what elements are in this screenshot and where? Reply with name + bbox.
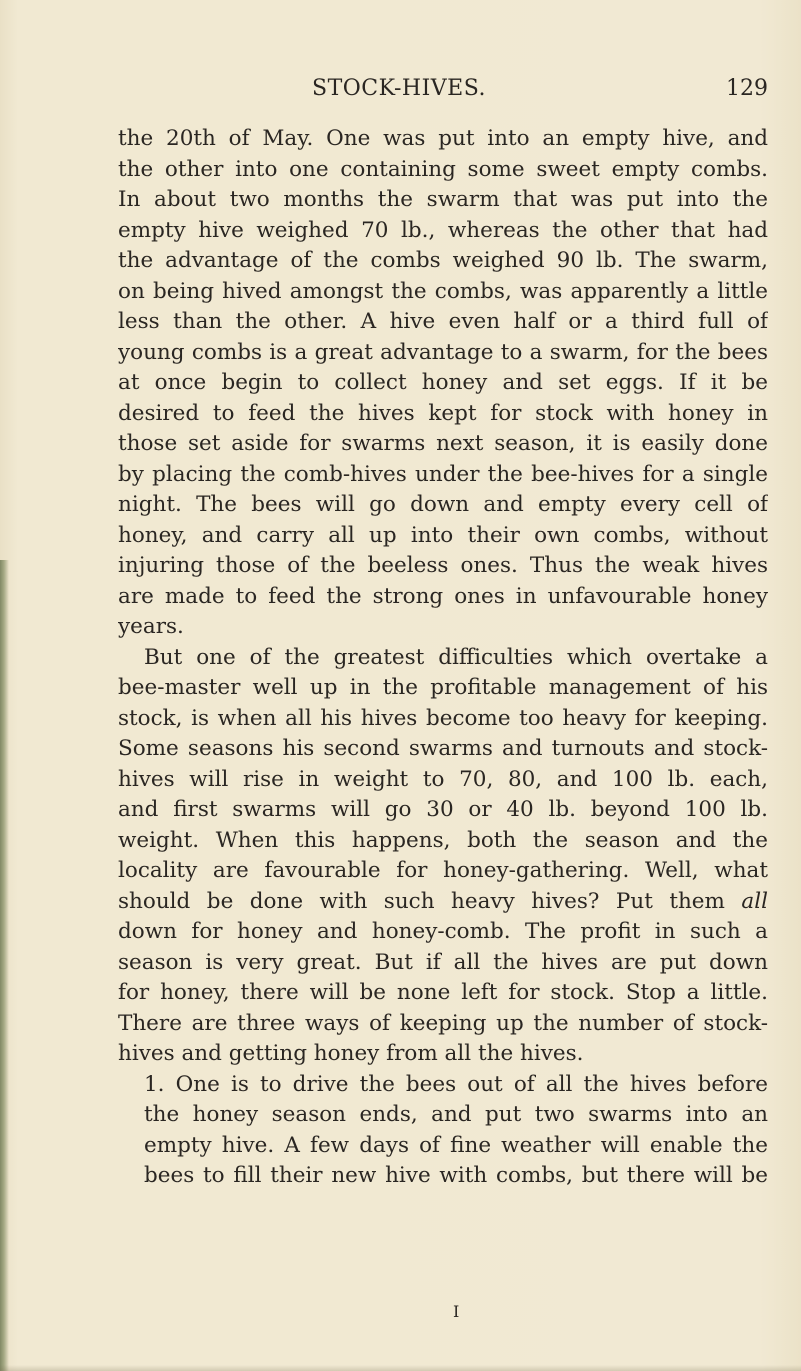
text-line: the advantage of the combs weighed 90 lb. The swarm, (118, 248, 768, 273)
text-line: empty hive. A few days of fine weather will enable the (144, 1132, 768, 1158)
text-line: for honey, there will be none left for stock. Stop a little. (118, 980, 768, 1005)
text-line: and first swarms will go 30 or 40 lb. beyond 100 lb. (118, 797, 768, 822)
text-line: season is very great. But if all the hives are put down (118, 949, 768, 975)
text-line: stock, is when all his hives become too heavy for keeping. (118, 705, 768, 731)
text-line: by placing the comb-hives under the bee-hives for a single (118, 461, 768, 487)
text-segment: should be done with such heavy hives? Put them (118, 888, 725, 914)
text-line: hives and getting honey from all the hives. (118, 1041, 584, 1066)
text-line: hives will rise in weight to 70, 80, and 100 lb. each, (118, 766, 768, 792)
text-line: the honey season ends, and put two swarms into an (144, 1102, 768, 1127)
text-line: injuring those of the beeless ones. Thus the weak hives (118, 553, 768, 578)
signature-mark: I (453, 1302, 460, 1321)
text-line: Some seasons his second swarms and turnouts and stock- (118, 736, 768, 761)
binding-shadow (0, 560, 9, 1371)
running-title: STOCK-HIVES. (312, 76, 486, 101)
text-line: the other into one containing some sweet empty combs. (118, 156, 768, 182)
text-line: honey, and carry all up into their own combs, without (118, 522, 768, 548)
text-line: bee-master well up in the profitable management of his (118, 675, 768, 700)
text-line: years. (118, 614, 184, 639)
text-line: night. The bees will go down and empty every cell of (118, 492, 768, 517)
text-line: the 20th of May. One was put into an empty hive, and (118, 126, 768, 151)
text-line: at once begin to collect honey and set eggs. If it be (118, 370, 768, 395)
text-line: less than the other. A hive even half or a third full of (118, 309, 768, 334)
page-header (118, 76, 768, 106)
text-line: empty hive weighed 70 lb., whereas the other that had (118, 217, 768, 243)
text-line: There are three ways of keeping up the number of stock- (118, 1010, 768, 1036)
text-line: down for honey and honey-comb. The profit in such a (118, 919, 768, 944)
text-line: In about two months the swarm that was put into the (118, 187, 768, 212)
body-text (118, 124, 768, 1192)
text-line: locality are favourable for honey-gathering. Well, what (118, 858, 768, 883)
text-line-with-italic (118, 887, 768, 918)
text-line: young combs is a great advantage to a swarm, for the bees (118, 339, 768, 365)
italic-word: all (741, 888, 768, 914)
text-line: weight. When this happens, both the season and the (118, 827, 768, 853)
text-line: bees to fill their new hive with combs, but there will be (144, 1163, 768, 1188)
text-line: desired to feed the hives kept for stock with honey in (118, 400, 768, 426)
numbered-item-line: 1. One is to drive the bees out of all the hives before (144, 1071, 768, 1097)
paragraph-start-line: But one of the greatest difficulties which overtake a (144, 644, 768, 670)
text-line: are made to feed the strong ones in unfavourable honey (118, 583, 768, 609)
text-line: those set aside for swarms next season, it is easily done (118, 431, 768, 456)
text-line: on being hived amongst the combs, was apparently a little (118, 278, 768, 304)
page-bottom-edge (0, 1365, 801, 1371)
page-number: 129 (726, 76, 768, 101)
